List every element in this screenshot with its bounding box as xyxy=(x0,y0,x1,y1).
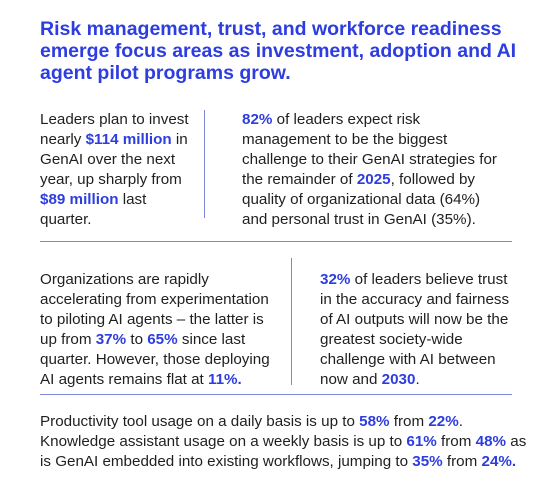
stat-block-investment xyxy=(40,110,190,230)
body-text: . xyxy=(415,371,420,388)
highlight-value: 24%. xyxy=(481,453,517,470)
stat-block-risk xyxy=(242,110,504,230)
highlight-value: 65% xyxy=(147,331,178,348)
highlight-value: 37% xyxy=(95,331,127,348)
body-text: of leaders expect risk management to be the biggest challenge to their GenAI strategies for the remainder of xyxy=(242,111,497,188)
body-text: from xyxy=(442,453,482,470)
highlight-value: $114 million xyxy=(85,131,172,148)
body-text: of leaders believe trust in the accuracy and fairness of AI outputs will now be the greatest society-wide challenge with AI between now and xyxy=(320,271,510,388)
body-text: . Knowledge assistant usage on a weekly basis is up to xyxy=(40,413,463,450)
highlight-value: 48% xyxy=(475,433,507,450)
divider-vertical-middle xyxy=(291,258,292,385)
page-title: Risk management, trust, and workforce readiness emerge focus areas as investment, adoption and AI agent pilot programs grow. xyxy=(40,18,517,84)
stat-block-ai-agents xyxy=(40,270,272,390)
stat-block-trust xyxy=(320,270,520,390)
body-text: last quarter. xyxy=(40,191,147,228)
divider-horizontal-bottom xyxy=(40,394,512,395)
divider-horizontal-top xyxy=(40,241,512,242)
body-text: in GenAI over the next year, up sharply from xyxy=(40,131,188,188)
highlight-value: 61% xyxy=(406,433,437,450)
body-text: to xyxy=(126,331,148,348)
body-text: , followed by quality of organizational data (64%) and personal trust in GenAI (35%). xyxy=(242,171,481,228)
body-text: Organizations are rapidly accelerating from experimentation to piloting AI agents – the latter is up from xyxy=(40,271,269,348)
highlight-value: 35% xyxy=(412,453,443,470)
body-text: since last quarter. However, those deploying AI agents remains flat at xyxy=(40,331,270,388)
body-text: Leaders plan to invest nearly xyxy=(40,111,189,148)
highlight-value: 32% xyxy=(320,271,351,288)
divider-vertical-top xyxy=(204,110,205,218)
highlight-value: 11%. xyxy=(208,371,242,388)
highlight-value: $89 million xyxy=(40,191,119,208)
body-text: from xyxy=(389,413,429,430)
highlight-value: 22% xyxy=(428,413,459,430)
stat-block-productivity xyxy=(40,412,530,472)
body-text: Productivity tool usage on a daily basis is up to xyxy=(40,413,360,430)
highlight-value: 82% xyxy=(242,111,273,128)
body-text: as is GenAI embedded into existing workflows, jumping to xyxy=(40,433,527,470)
body-text: from xyxy=(436,433,476,450)
highlight-value: 2025 xyxy=(356,171,391,188)
highlight-value: 2030 xyxy=(381,371,416,388)
highlight-value: 58% xyxy=(359,413,390,430)
